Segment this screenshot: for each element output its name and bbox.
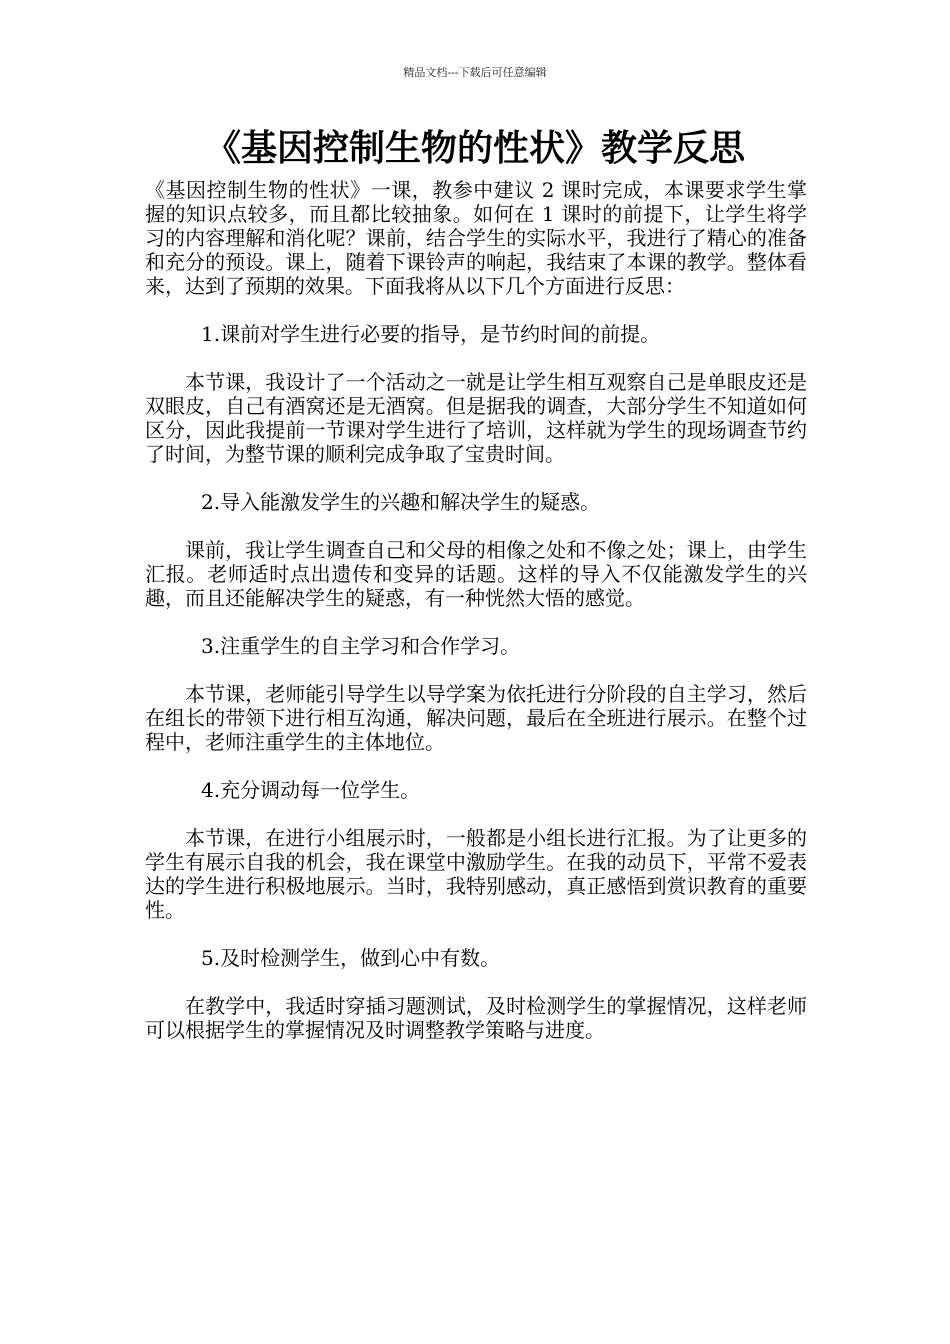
section-heading: 4.充分调动每一位学生。 xyxy=(201,778,421,802)
section-heading: 3.注重学生的自主学习和合作学习。 xyxy=(201,634,521,658)
section-paragraph: 在教学中，我适时穿插习题测试，及时检测学生的掌握情况，这样老师可以根据学生的掌握情况及时调整教学策略与进度。 xyxy=(145,994,807,1042)
header-note: 精品文档---下载后可任意编辑 xyxy=(403,66,547,79)
document-title: 《基因控制生物的性状》教学反思 xyxy=(204,127,745,169)
section-paragraph: 本节课，我设计了一个活动之一就是让学生相互观察自己是单眼皮还是双眼皮，自己有酒窝还是无酒窝。但是据我的调查，大部分学生不知道如何区分，因此我提前一节课对学生进行了培训，这样就为学生的现场调查节约了时间，为整节课的顺利完成争取了宝贵时间。 xyxy=(145,370,807,466)
section-heading: 2.导入能激发学生的兴趣和解决学生的疑惑。 xyxy=(201,490,601,514)
document-body xyxy=(145,178,807,1066)
section-heading: 5.及时检测学生，做到心中有数。 xyxy=(201,946,501,970)
section-paragraph: 本节课，在进行小组展示时，一般都是小组长进行汇报。为了让更多的学生有展示自我的机会，我在课堂中激励学生。在我的动员下，平常不爱表达的学生进行积极地展示。当时，我特别感动，真正感悟到赏识教育的重要性。 xyxy=(145,826,807,922)
section-paragraph: 本节课，老师能引导学生以导学案为依托进行分阶段的自主学习，然后在组长的带领下进行相互沟通，解决问题，最后在全班进行展示。在整个过程中，老师注重学生的主体地位。 xyxy=(145,682,807,754)
section-paragraph: 课前，我让学生调查自己和父母的相像之处和不像之处；课上，由学生汇报。老师适时点出遗传和变异的话题。这样的导入不仅能激发学生的兴趣，而且还能解决学生的疑惑，有一种恍然大悟的感觉。 xyxy=(145,538,807,610)
section-heading: 1.课前对学生进行必要的指导，是节约时间的前提。 xyxy=(201,322,661,346)
intro-paragraph: 《基因控制生物的性状》一课，教参中建议 2 课时完成，本课要求学生掌握的知识点较多，而且都比较抽象。如何在 1 课时的前提下，让学生将学习的内容理解和消化呢？课前，结合学生的实际水平，我进行了精心的准备和充分的预设。课上，随着下课铃声的响起，我结束了本课的教学。整体看来，达到了预期的效果。下面我将从以下几个方面进行反思： xyxy=(145,178,807,298)
